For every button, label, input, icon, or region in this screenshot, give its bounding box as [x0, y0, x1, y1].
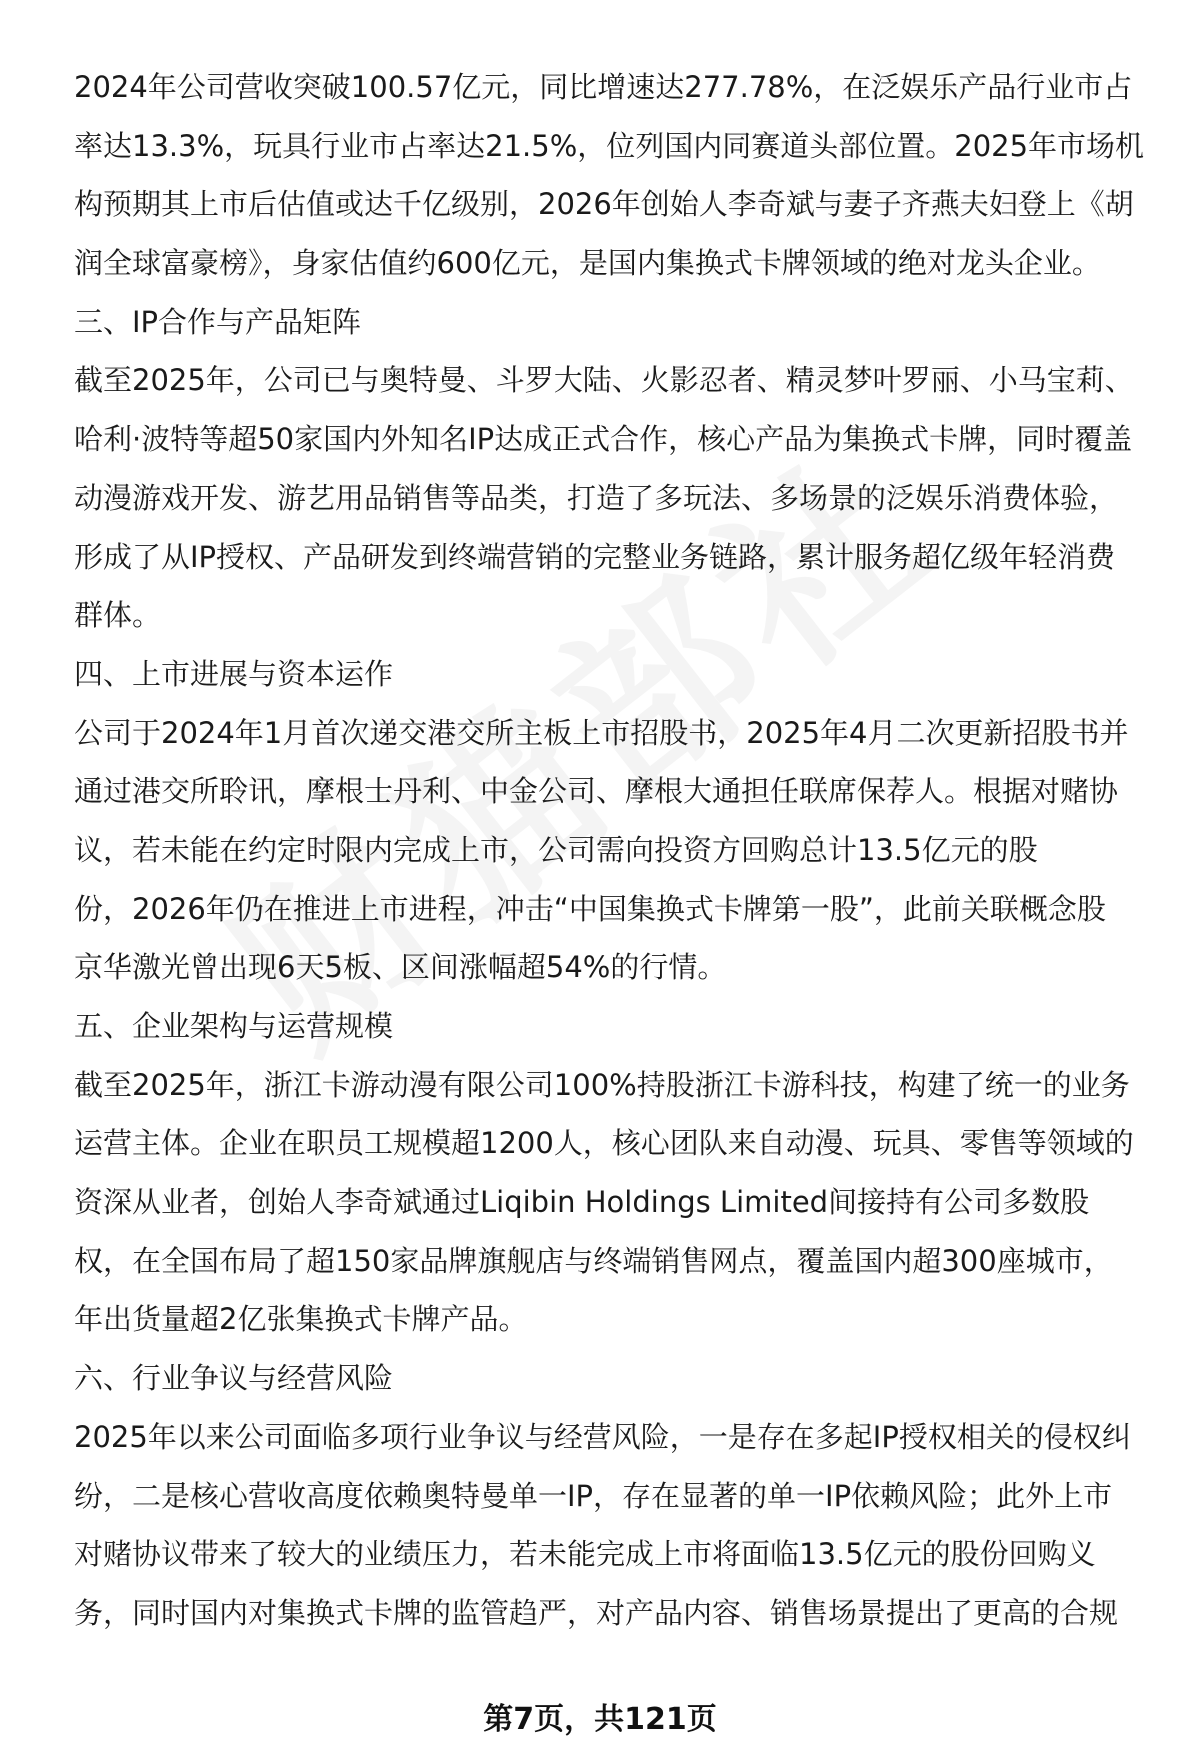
page-number-footer: 第7页，共121页: [483, 1702, 717, 1737]
text-line: 务，同时国内对集换式卡牌的监管趋严，对产品内容、销售场景提出了更高的合规: [74, 1595, 1119, 1630]
text-line: 议，若未能在约定时限内完成上市，公司需向投资方回购总计13.5亿元的股: [74, 832, 1038, 867]
text-line: 动漫游戏开发、游艺用品销售等品类，打造了多玩法、多场景的泛娱乐消费体验，: [74, 480, 1119, 515]
section-heading: 五、企业架构与运营规模: [74, 1009, 394, 1043]
text-line: 份，2026年仍在推进上市进程，冲击“中国集换式卡牌第一股”，此前关联概念股: [74, 891, 1106, 926]
text-line: 对赌协议带来了较大的业绩压力，若未能完成上市将面临13.5亿元的股份回购义: [74, 1537, 1096, 1572]
text-line: 2025年以来公司面临多项行业争议与经营风险，一是存在多起IP授权相关的侵权纠: [74, 1419, 1131, 1454]
document-body: [74, 58, 1144, 1643]
text-line: 京华激光曾出现6天5板、区间涨幅超54%的行情。: [74, 950, 727, 985]
text-line: 截至2025年，公司已与奥特曼、斗罗大陆、火影忍者、精灵梦叶罗丽、小马宝莉、: [74, 363, 1134, 398]
text-line: 2024年公司营收突破100.57亿元，同比增速达277.78%，在泛娱乐产品行业市占: [74, 70, 1133, 104]
text-line: 哈利·波特等超50家国内外知名IP达成正式合作，核心产品为集换式卡牌，同时覆盖: [74, 422, 1133, 457]
text-line: 率达13.3%，玩具行业市占率达21.5%，位列国内同赛道头部位置。2025年市场机: [74, 128, 1145, 163]
section-heading: 六、行业争议与经营风险: [74, 1361, 394, 1396]
text-line: 资深从业者，创始人李奇斌通过Liqibin Holdings Limited间接持有公司多数股: [74, 1185, 1090, 1220]
text-line: 截至2025年，浙江卡游动漫有限公司100%持股浙江卡游科技，构建了统一的业务: [74, 1067, 1130, 1102]
section-heading: 四、上市进展与资本运作: [74, 656, 394, 691]
text-line: 纷，二是核心营收高度依赖奥特曼单一IP，存在显著的单一IP依赖风险；此外上市: [74, 1478, 1113, 1513]
text-line: 润全球富豪榜》，身家估值约600亿元，是国内集换式卡牌领域的绝对龙头企业。: [74, 246, 1101, 281]
section-heading: 三、IP合作与产品矩阵: [74, 304, 362, 339]
text-line: 通过港交所聆讯，摩根士丹利、中金公司、摩根大通担任联席保荐人。根据对赌协: [74, 774, 1119, 809]
text-line: 年出货量超2亿张集换式卡牌产品。: [74, 1302, 528, 1337]
text-line: 形成了从IP授权、产品研发到终端营销的完整业务链路，累计服务超亿级年轻消费: [74, 539, 1116, 574]
text-line: 运营主体。企业在职员工规模超1200人，核心团队来自动漫、玩具、零售等领域的: [74, 1126, 1134, 1161]
text-line: 群体。: [74, 598, 162, 633]
text-line: 公司于2024年1月首次递交港交所主板上市招股书，2025年4月二次更新招股书并: [74, 715, 1129, 750]
text-line: 构预期其上市后估值或达千亿级别，2026年创始人李奇斌与妻子齐燕夫妇登上《胡: [74, 187, 1134, 222]
text-line: 权，在全国布局了超150家品牌旗舰店与终端销售网点，覆盖国内超300座城市，: [74, 1243, 1113, 1278]
